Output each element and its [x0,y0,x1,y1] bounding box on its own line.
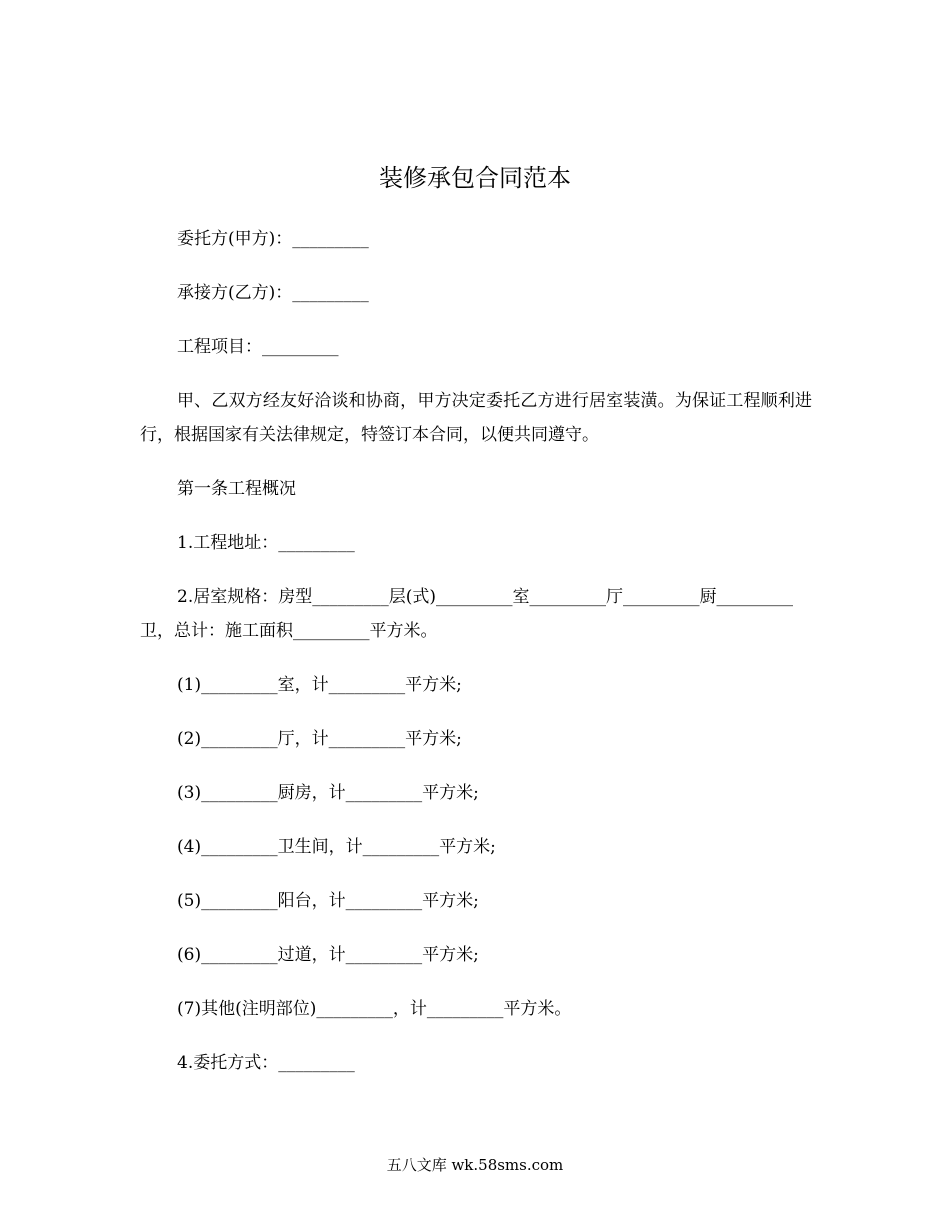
area-item-5: (5)_________阳台，计_________平方米; [177,891,479,911]
contractor-party-line: 承接方(乙方)：_________ [177,283,369,303]
client-party-line: 委托方(甲方)：_________ [177,229,369,249]
area-item-4: (4)_________卫生间，计_________平方米; [177,837,496,857]
area-item-2: (2)_________厅，计_________平方米; [177,729,462,749]
area-item-3: (3)_________厨房，计_________平方米; [177,783,479,803]
document-body [140,222,812,1100]
project-line: 工程项目：_________ [177,337,339,357]
area-item-6: (6)_________过道，计_________平方米; [177,945,479,965]
room-spec-paragraph: 2.居室规格：房型_________层(式)_________室_________厅_________厨_________卫，总计：施工面积_________平方米。 [140,587,793,641]
project-address-line: 1.工程地址：_________ [177,533,355,553]
preamble-paragraph: 甲、乙双方经友好洽谈和协商，甲方决定委托乙方进行居室装潢。为保证工程顺利进行，根据国家有关法律规定，特签订本合同，以便共同遵守。 [140,391,812,445]
area-item-1: (1)_________室，计_________平方米; [177,675,462,695]
page-footer: 五八文库 wk.58sms.com [386,1156,564,1174]
article-one-heading: 第一条工程概况 [177,479,296,499]
commission-method-line: 4.委托方式：_________ [177,1053,355,1073]
area-item-7: (7)其他(注明部位)_________，计_________平方米。 [177,999,572,1019]
document-title: 装修承包合同范本 [379,164,571,192]
